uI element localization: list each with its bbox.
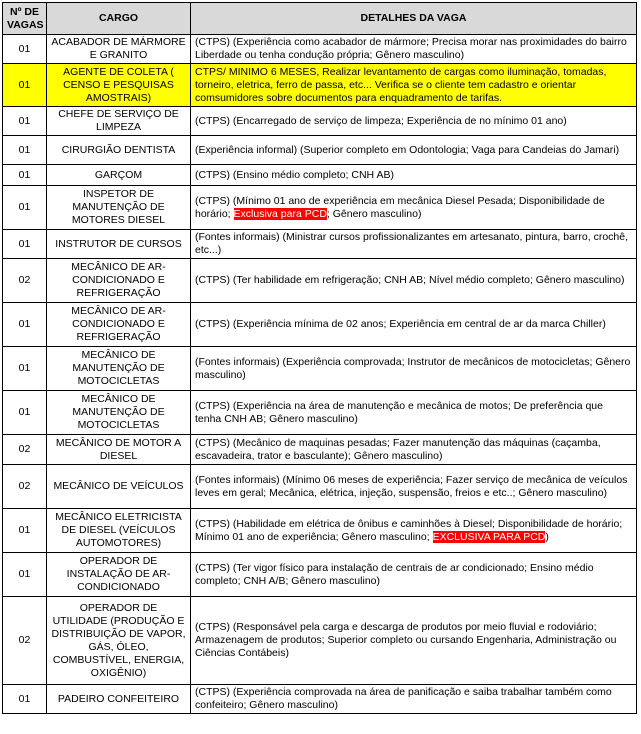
row-cargo: OPERADOR DE INSTALAÇÃO DE AR-CONDICIONADO: [47, 553, 191, 597]
table-row: [3, 553, 637, 597]
job-vacancies-table: [2, 2, 637, 714]
row-cargo: CIRURGIÃO DENTISTA: [47, 136, 191, 165]
row-cargo: MECÂNICO DE VEÍCULOS: [47, 465, 191, 509]
table-row: [3, 259, 637, 303]
table-row: [3, 230, 637, 259]
row-detalhes: (Fontes informais) (Experiência comprovada; Instrutor de mecânicos de motocicletas; Gênero masculino): [191, 347, 637, 391]
row-detalhes: (Experiência informal) (Superior completo em Odontologia; Vaga para Candeias do Jamari): [191, 136, 637, 165]
table-row: [3, 165, 637, 186]
row-cargo: CHEFE DE SERVIÇO DE LIMPEZA: [47, 107, 191, 136]
row-vagas: 01: [3, 391, 47, 435]
row-detalhes: CTPS/ MINIMO 6 MESES, Realizar levantamento de cargas como iluminação, tomadas, torneiro, eletrica, ferro de passa, etc... Verifica se o cliente tem cadastro e orientar comsumidores sobre documentos para enquadramento de tarifas.: [191, 64, 637, 107]
row-vagas: 02: [3, 435, 47, 465]
row-vagas: 01: [3, 347, 47, 391]
header-detalhes: DETALHES DA VAGA: [191, 3, 637, 35]
row-cargo: MECÂNICO DE MOTOR A DIESEL: [47, 435, 191, 465]
row-cargo: OPERADOR DE UTILIDADE (PRODUÇÃO E DISTRIBUIÇÃO DE VAPOR, GÁS, ÓLEO, COMBUSTÍVEL, ENERGIA, OXIGÊNIO): [47, 597, 191, 685]
detalhes-text: ; Gênero masculino): [326, 207, 422, 220]
row-detalhes: (CTPS) (Ter vigor físico para instalação de centrais de ar condicionado; Ensino médio completo; CNH A/B; Gênero masculino): [191, 553, 637, 597]
row-cargo: PADEIRO CONFEITEIRO: [47, 685, 191, 714]
table-row: [3, 465, 637, 509]
row-vagas: 01: [3, 685, 47, 714]
row-vagas: 02: [3, 259, 47, 303]
table-row: [3, 597, 637, 685]
row-detalhes: (CTPS) (Mecânico de maquinas pesadas; Fazer manutenção das máquinas (caçamba, escavadeira, trator e basculante); Gênero masculino): [191, 435, 637, 465]
row-detalhes: (CTPS) (Experiência como acabador de mármore; Precisa morar nas proximidades do bairro Liberdade ou tenha condução própria; Gênero masculino): [191, 35, 637, 64]
table-row: [3, 107, 637, 136]
detalhes-text: (CTPS) (Mínimo 01 ano de experiência em mecânica Diesel Pesada; Disponibilidade de horário;: [195, 194, 605, 220]
row-vagas: 01: [3, 186, 47, 230]
row-cargo: GARÇOM: [47, 165, 191, 186]
row-vagas: 01: [3, 553, 47, 597]
table-row-highlighted: [3, 64, 637, 107]
row-detalhes: [191, 186, 637, 230]
table-row: [3, 347, 637, 391]
table-header-row: [3, 3, 637, 35]
row-cargo: MECÂNICO ELETRICISTA DE DIESEL (VEÍCULOS AUTOMOTORES): [47, 509, 191, 553]
row-detalhes: (CTPS) (Encarregado de serviço de limpeza; Experiência de no mínimo 01 ano): [191, 107, 637, 136]
row-cargo: MECÂNICO DE AR-CONDICIONADO E REFRIGERAÇÃO: [47, 303, 191, 347]
row-detalhes: (CTPS) (Ensino médio completo; CNH AB): [191, 165, 637, 186]
pcd-exclusive-tag: Exclusiva para PCD: [233, 207, 327, 220]
row-vagas: 01: [3, 230, 47, 259]
row-cargo: ACABADOR DE MÁRMORE E GRANITO: [47, 35, 191, 64]
row-vagas: 01: [3, 303, 47, 347]
row-vagas: 01: [3, 35, 47, 64]
table-row: [3, 186, 637, 230]
row-vagas: 01: [3, 107, 47, 136]
header-vagas: Nº DE VAGAS: [3, 3, 47, 35]
row-detalhes: (CTPS) (Responsável pela carga e descarga de produtos por meio fluvial e rodoviário; Armazenagem de produtos; Superior completo ou cursando Engenharia, Administração ou Ciências Contábeis): [191, 597, 637, 685]
row-detalhes: (CTPS) (Experiência na área de manutenção e mecânica de motos; De preferência que tenha CNH AB; Gênero masculino): [191, 391, 637, 435]
row-cargo: INSPETOR DE MANUTENÇÃO DE MOTORES DIESEL: [47, 186, 191, 230]
row-detalhes: (Fontes informais) (Ministrar cursos profissionalizantes em artesanato, pintura, barro, crochê, etc...): [191, 230, 637, 259]
row-detalhes: [191, 509, 637, 553]
row-cargo: MECÂNICO DE MANUTENÇÃO DE MOTOCICLETAS: [47, 391, 191, 435]
row-vagas: 01: [3, 509, 47, 553]
row-vagas: 01: [3, 136, 47, 165]
row-detalhes: (CTPS) (Ter habilidade em refrigeração; CNH AB; Nível médio completo; Gênero masculino): [191, 259, 637, 303]
table-row: [3, 509, 637, 553]
row-cargo: MECÂNICO DE AR-CONDICIONADO E REFRIGERAÇÃO: [47, 259, 191, 303]
table-row: [3, 35, 637, 64]
table-row: [3, 303, 637, 347]
detalhes-text: (CTPS) (Habilidade em elétrica de ônibus e caminhões à Diesel; Disponibilidade de horário; Mínimo 01 ano de experiência; Gênero masculino;: [195, 517, 623, 543]
table-row: [3, 136, 637, 165]
row-cargo: AGENTE DE COLETA ( CENSO E PESQUISAS AMOSTRAIS): [47, 64, 191, 107]
row-vagas: 01: [3, 64, 47, 107]
row-cargo: MECÂNICO DE MANUTENÇÃO DE MOTOCICLETAS: [47, 347, 191, 391]
table-row: [3, 685, 637, 714]
row-detalhes: (Fontes informais) (Mínimo 06 meses de experiência; Fazer serviço de mecânica de veículos leves em geral; Mecânica, elétrica, injeção, suspensão, freios e etc..; Gênero masculino): [191, 465, 637, 509]
pcd-exclusive-tag: EXCLUSIVA PARA PCD: [432, 530, 546, 543]
header-cargo: CARGO: [47, 3, 191, 35]
table-row: [3, 435, 637, 465]
detalhes-text: ): [545, 530, 549, 543]
row-detalhes: (CTPS) (Experiência comprovada na área de panificação e saiba trabalhar também como confeiteiro; Gênero masculino): [191, 685, 637, 714]
table-row: [3, 391, 637, 435]
row-vagas: 02: [3, 597, 47, 685]
row-vagas: 01: [3, 165, 47, 186]
row-vagas: 02: [3, 465, 47, 509]
row-detalhes: (CTPS) (Experiência mínima de 02 anos; Experiência em central de ar da marca Chiller): [191, 303, 637, 347]
row-cargo: INSTRUTOR DE CURSOS: [47, 230, 191, 259]
